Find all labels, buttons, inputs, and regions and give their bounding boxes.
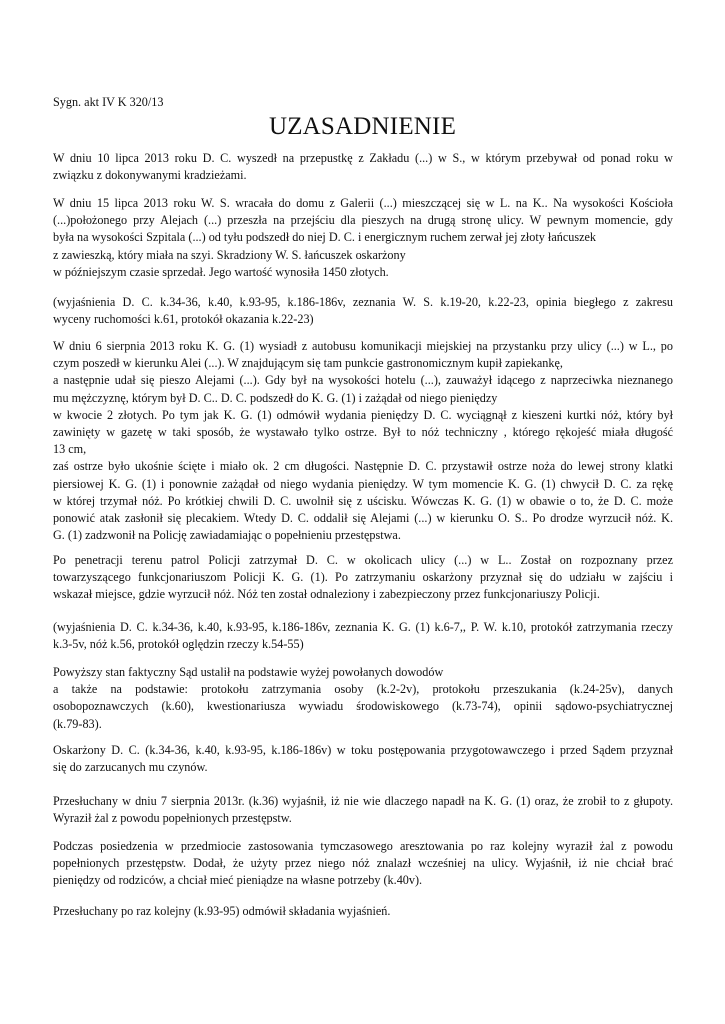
text-line: w której trzymał nóż. Po krótkiej chwili D. C. uwolnił się z uścisku. Wówczas K. G. (1) w obawie o to, że D. C. może [53, 493, 673, 508]
paragraph-2 [53, 195, 673, 281]
paragraph-1 [53, 150, 673, 184]
paragraph-6 [53, 619, 673, 653]
text-line: W dniu 10 lipca 2013 roku D. C. wyszedł na przepustkę z Zakładu (...) w S., w którym przebywał od ponad roku w [53, 151, 673, 165]
document-title: UZASADNIENIE [268, 113, 457, 140]
case-reference: Sygn. akt IV K 320/13 [53, 95, 164, 109]
text-line: osobopoznawczych (k.60), kwestionariusza wywiadu środowiskowego (k.73-74), opinii sądowo-psychiatrycznej [53, 699, 673, 714]
text-line: Przesłuchany w dniu 7 sierpnia 2013r. (k.36) wyjaśnił, iż nie wie dlaczego napadł na K. G. (1) oraz, że zrobił to z głupoty. [53, 794, 673, 808]
text-line: wskazał miejsce, gdzie wyrzucił nóż. Nóż ten został odnaleziony i zabezpieczony przez funkcjonariuszy Policji. [53, 587, 600, 602]
text-line: W dniu 6 sierpnia 2013 roku K. G. (1) wysiadł z autobusu komunikacji miejskiej na przystanku przy ulicy (...) w L., po [53, 339, 673, 353]
text-line: (wyjaśnienia D. C. k.34-36, k.40, k.93-95, k.186-186v, zeznania K. G. (1) k.6-7,, P. W. k.10, protokół zatrzymania rzeczy [53, 620, 673, 634]
paragraph-7 [53, 664, 673, 733]
text-line: Oskarżony D. C. (k.34-36, k.40, k.93-95, k.186-186v) w toku postępowania przygotowawczego i przed Sądem przyznał [53, 743, 673, 757]
paragraph-5 [53, 552, 673, 604]
text-line: Podczas posiedzenia w przedmiocie zastosowania tymczasowego aresztowania po raz kolejny wyraził żal z powodu [53, 839, 673, 853]
paragraph-10 [53, 838, 673, 890]
text-line: związku z dokonywanymi kradzieżami. [53, 168, 247, 183]
text-line: piersiowej K. G. (1) i ponownie zażądał od niego wydania pieniędzy. W tym momencie K. G. (1) chwycił D. C. za rękę [53, 476, 673, 491]
text-line: (k.79-83). [53, 716, 102, 731]
text-line: w kwocie 2 złotych. Po tym jak K. G. (1) odmówił wydania pieniędzy D. C. wyciągnął z kieszeni kurtki nóż, który był [53, 407, 673, 422]
paragraph-11 [53, 903, 673, 920]
text-line: pieniędzy od rodziców, a chciał mieć pieniądze na własne potrzeby (k.40v). [53, 873, 423, 888]
text-line: k.3-5v, nóż k.56, protokół oględzin rzeczy k.54-55) [53, 637, 304, 652]
text-line: czym poszedł w kierunku Alei (...). W znajdującym się tam punkcie gastronomicznym kupił zapiekankę, [53, 356, 563, 371]
text-line: ponowić atak zasłonił się plecakiem. Wtedy D. C. oddalił się Alejami (...) w kierunku O. S.. Po drodze wyrzucił nóż. K. [53, 511, 673, 526]
text-line: wyceny ruchomości k.61, protokół okazania k.22-23) [53, 312, 314, 327]
text-line: się do zarzucanych mu czynów. [53, 760, 208, 775]
text-line: a także na podstawie: protokołu zatrzymania osoby (k.2-2v), protokołu przeszukania (k.24-25v), danych [53, 682, 673, 697]
paragraph-9 [53, 793, 673, 827]
text-line: G. (1) zadzwonił na Policję zawiadamiając o popełnieniu przestępstwa. [53, 528, 401, 543]
text-line: towarzyszącego funkcjonariuszom Policji K. G. (1). Po zatrzymaniu oskarżony przyznał się do udziału w zajściu i [53, 570, 673, 585]
text-line: 13 cm, [53, 442, 87, 457]
text-line: z zawieszką, który miała na szyi. Skradziony W. S. łańcuszek oskarżony [53, 247, 406, 262]
paragraph-3 [53, 294, 673, 328]
text-line: w późniejszym czasie sprzedał. Jego wartość wynosiła 1450 złotych. [53, 264, 389, 279]
text-line: Powyższy stan faktyczny Sąd ustalił na podstawie wyżej powołanych dowodów [53, 665, 444, 679]
text-line: mu mężczyznę, którym był D. C.. D. C. podszedł do K. G. (1) i zażądał od niego pieniędzy [53, 390, 498, 405]
text-line: była na wysokości Szpitala (...) od tyłu podszedł do niej D. C. i energicznym ruchem zerwał jej złoty łańcuszek [53, 230, 596, 245]
paragraph-8 [53, 742, 673, 776]
text-line: Przesłuchany po raz kolejny (k.93-95) odmówił składania wyjaśnień. [53, 904, 391, 918]
text-line: Wyraził żal z powodu popełnionych przestępstw. [53, 811, 292, 826]
text-line: Po penetracji terenu patrol Policji zatrzymał D. C. w okolicach ulicy (...) w L.. Został on rozpoznany przez [53, 553, 673, 567]
text-line: (...)położonego przy Alejach (...) przeszła na przejściu dla pieszych na drugą stronę ulicy. W pewnym momencie, gdy [53, 213, 673, 228]
paragraph-4 [53, 338, 673, 544]
text-line: a następnie udał się pieszo Alejami (...). Gdy był na wysokości hotelu (...), zauważył idącego z naprzeciwka nieznanego [53, 373, 673, 388]
text-line: zawinięty w gazetę w taki sposób, że wystawało tylko ostrze. Był to nóż techniczny , którego rękojeść miała długość [53, 425, 673, 440]
text-line: W dniu 15 lipca 2013 roku W. S. wracała do domu z Galerii (...) mieszczącej się w L. na K.. Na wysokości Kościoła [53, 196, 673, 210]
text-line: popełnionych przestępstw. Dodał, że użyty przez niego nóż znalazł wcześniej na ulicy. Wyjaśnił, iż nie chciał brać [53, 856, 673, 871]
text-line: (wyjaśnienia D. C. k.34-36, k.40, k.93-95, k.186-186v, zeznania W. S. k.19-20, k.22-23, opinia biegłego z zakresu [53, 295, 673, 309]
text-line: zaś ostrze było ukośnie ścięte i miało ok. 2 cm długości. Następnie D. C. przystawił ostrze noża do lewej strony klatki [53, 459, 673, 474]
